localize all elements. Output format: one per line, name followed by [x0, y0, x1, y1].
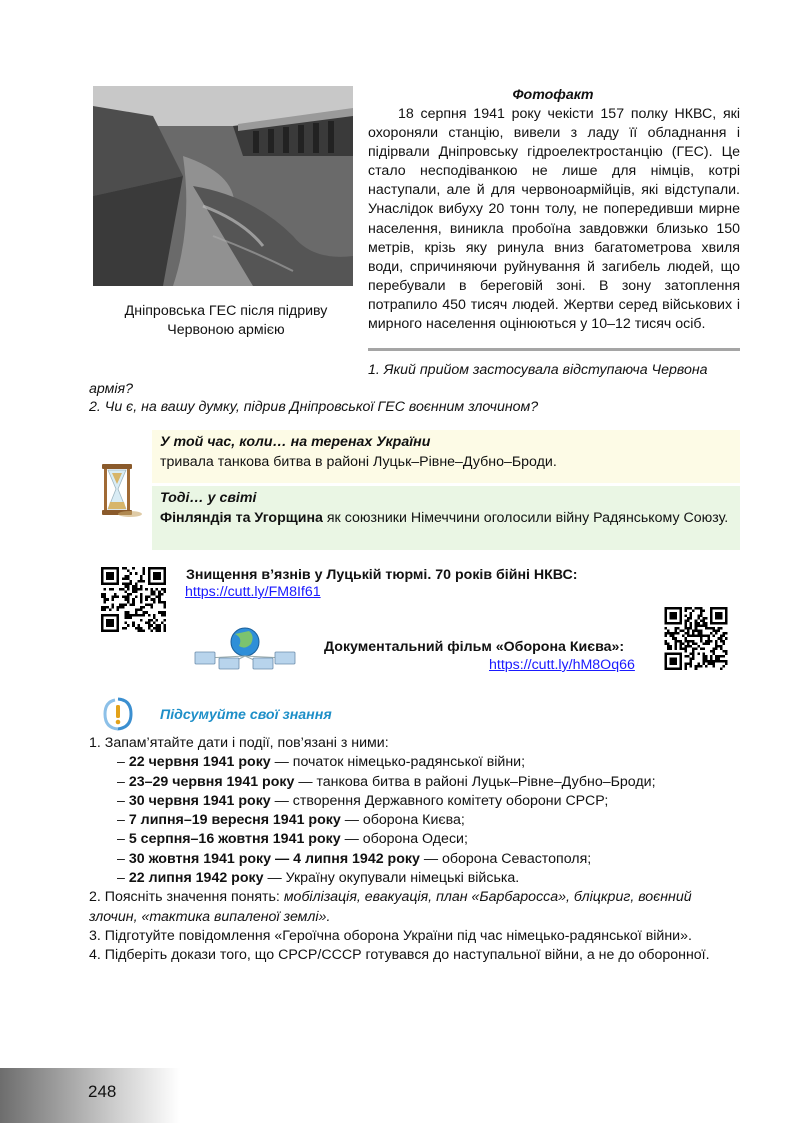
kyiv-link[interactable]: https://cutt.ly/hM8Oq66: [489, 657, 635, 673]
question-1-line-2: армія?: [89, 381, 133, 397]
timeline-world-bold: Фінляндія та Угорщина: [160, 509, 323, 526]
date-item: – 5 серпня–16 жовтня 1941 року — оборона Одеси;: [117, 831, 468, 848]
date-item: – 23–29 червня 1941 року — танкова битва в районі Луцьк–Рівне–Дубно–Броди;: [117, 773, 656, 790]
timeline-ukraine-box: [152, 430, 740, 483]
network-globe-icon: [193, 622, 297, 670]
timeline-world-box: [152, 486, 740, 550]
summary-item-2: [89, 888, 741, 927]
date-bold: 30 жовтня 1941 року — 4 липня 1942 року: [128, 850, 420, 867]
dnipro-dam-photo: [93, 86, 353, 286]
summary-item-2-terms-text: мобілізація, евакуація, план «Барбаросса», бліцкриг, воєнний злочин, «тактика випаленої землі».: [89, 889, 692, 925]
summary-list: [89, 734, 741, 966]
caption-line-1: Дніпровська ГЕС після підриву: [124, 303, 328, 319]
timeline-ukraine-text: тривала танкова битва в районі Луцьк–Рівне–Дубно–Броди.: [160, 453, 557, 470]
date-item: – 22 липня 1942 року — Україну окупували німецькі війська.: [117, 870, 520, 887]
photofact-title: Фотофакт: [512, 87, 594, 103]
date-bold: 7 липня–19 вересня 1941 року: [128, 812, 341, 829]
page-number: 248: [88, 1082, 117, 1101]
question-1-line-1: 1. Який прийом застосувала відступаюча Червона: [368, 362, 708, 378]
summary-item-3: 3. Підготуйте повідомлення «Героїчна оборона України під час німецько-радянської війни».: [89, 927, 692, 944]
timeline-world-title: Тоді… у світі: [160, 490, 257, 506]
timeline-ukraine-title: У той час, коли… на теренах України: [160, 434, 431, 450]
qr-code-lutsk[interactable]: [100, 567, 167, 632]
photo-caption: [96, 302, 356, 340]
date-event: — Україну окупували німецькі війська.: [263, 870, 520, 887]
caption-line-2: Червоною армією: [167, 322, 285, 338]
qr-code-kyiv[interactable]: [663, 607, 729, 670]
date-item: – 22 червня 1941 року — початок німецько-радянської війни;: [117, 754, 526, 771]
divider-rule: [368, 348, 740, 351]
date-bold: 23–29 червня 1941 року: [128, 773, 295, 790]
lutsk-link-title: Знищення в’язнів у Луцькій тюрмі. 70 років бійні НКВС:: [186, 567, 578, 583]
summary-item-1: 1. Запам’ятайте дати і події, пов’язані з ними:: [89, 735, 389, 751]
date-item: – 30 червня 1941 року — створення Державного комітету оборони СРСР;: [117, 792, 609, 809]
date-bold: 22 червня 1941 року: [128, 754, 271, 771]
date-bold: 5 серпня–16 жовтня 1941 року: [128, 831, 341, 848]
date-event: — початок німецько-радянської війни;: [270, 754, 526, 771]
summary-item-2-prefix: 2. Поясніть значення понять:: [89, 889, 284, 906]
date-event: — оборона Севастополя;: [419, 850, 592, 867]
date-item: – 7 липня–19 вересня 1941 року — оборона Києва;: [117, 812, 465, 829]
date-item: – 30 жовтня 1941 року — 4 липня 1942 року — оборона Севастополя;: [117, 850, 592, 867]
kyiv-link-title: Документальний фільм «Оборона Києва»:: [324, 639, 625, 655]
timeline-world-text: [160, 509, 732, 529]
exclamation-swirl-icon: [101, 696, 135, 732]
summary-item-4: 4. Підберіть докази того, що СРСР/СССР готувався до наступальної війни, а не до оборонної.: [89, 947, 710, 964]
hourglass-icon: [96, 462, 144, 520]
date-event: — оборона Києва;: [340, 812, 465, 829]
photofact-body: 18 серпня 1941 року чекісти 157 полку НКВС, які охороняли станцію, вивели з ладу її обладнання і підірвали Дніпровську гідроелектростанцію (ГЕС). Це стало несподіванкою не лише для німців, котрі наступали, але й для червоноармійців, які відступали. Унаслідок вибуху 20 тонн толу, не попередивши мирне населення, виникла пробоїна завдовжки близько 150 метрів, крізь яку ринула вниз багатометрова хвиля води, спричиняючи руйнування й загибель людей, що перебували в береговій зоні. В зону затоплення потрапило 450 тисяч людей. Жертви серед військових і мирного населення оцінюються у 10–12 тисяч осіб.: [368, 106, 740, 333]
date-bold: 30 червня 1941 року: [128, 792, 271, 809]
dates-list: [89, 753, 741, 888]
date-bold: 22 липня 1942 року: [128, 870, 264, 887]
summary-title: Підсумуйте свої знання: [160, 707, 332, 723]
question-2: 2. Чи є, на вашу думку, підрив Дніпровської ГЕС воєнним злочином?: [89, 399, 539, 415]
date-event: — оборона Одеси;: [340, 831, 468, 848]
date-event: — створення Державного комітету оборони СРСР;: [270, 792, 609, 809]
date-event: — танкова битва в районі Луцьк–Рівне–Дубно–Броди;: [294, 773, 656, 790]
lutsk-link[interactable]: https://cutt.ly/FM8If61: [185, 584, 321, 600]
timeline-world-rest: як союзники Німеччини оголосили війну Радянському Союзу.: [322, 509, 729, 526]
